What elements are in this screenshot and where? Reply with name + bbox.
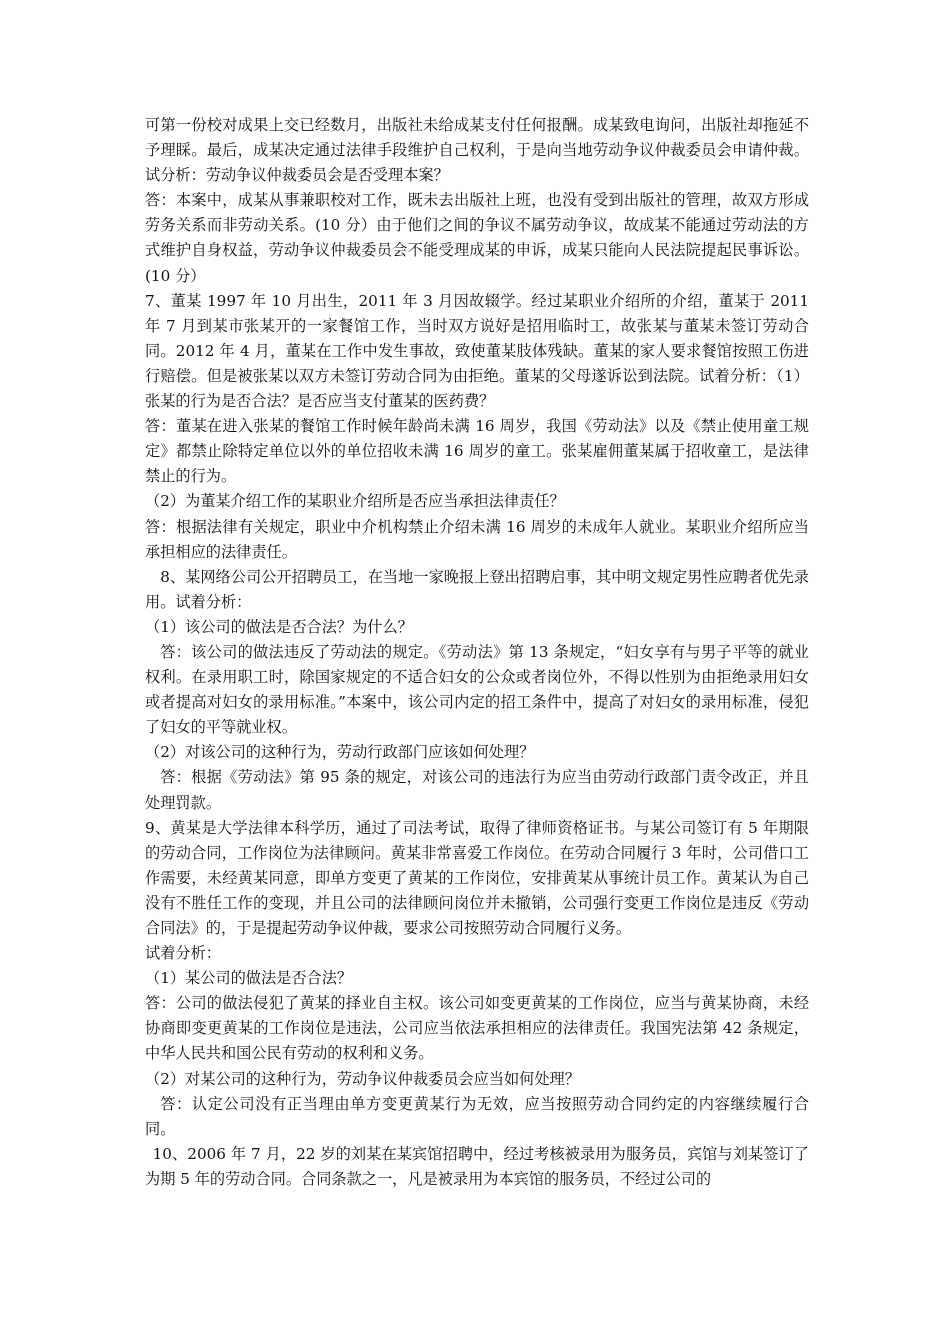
paragraph-case9-answer1: 答：公司的做法侵犯了黄某的择业自主权。该公司如变更黄某的工作岗位，应当与黄某协商，未经协商即变更黄某的工作岗位是违法，公司应当依法承担相应的法律责任。我国宪法第 42 条规定，中华人民共和国公民有劳动的权利和义务。: [145, 994, 809, 1063]
paragraph-case9-question2: （2）对某公司的这种行为，劳动争议仲裁委员会应当如何处理？: [145, 1069, 580, 1088]
paragraph-case9-question1: （1）某公司的做法是否合法？: [145, 969, 353, 988]
paragraph-case7-answer2: 答：根据法律有关规定，职业中介机构禁止介绍未满 16 周岁的未成年人就业。某职业介绍所应当承担相应的法律责任。: [145, 517, 809, 561]
paragraph-case7-question: 7、董某 1997 年 10 月出生，2011 年 3 月因故辍学。经过某职业介绍所的介绍，董某于 2011 年 7 月到某市张某开的一家餐馆工作，当时双方说好是招用临时工，故张某与董某未签订劳动合同。2012 年 4 月，董某在工作中发生事故，致使董某肢体残缺。董某的家人要求餐馆按照工伤进行赔偿。但是被张某以双方未签订劳动合同为由拒绝。董某的父母遂诉讼到法院。试着分析：（1）张某的行为是否合法？是否应当支付董某的医药费？: [145, 291, 809, 411]
paragraph-case8-question2: （2）对该公司的这种行为，劳动行政部门应该如何处理？: [145, 743, 535, 762]
paragraph-case8-question1: （1）该公司的做法是否合法？为什么？: [145, 617, 413, 636]
paragraph-case9-analysis-label: 试着分析：: [145, 944, 221, 963]
paragraph-case7-question2: （2）为董某介绍工作的某职业介绍所是否应当承担法律责任？: [145, 492, 565, 511]
paragraph-case8-question: 8、某网络公司公开招聘员工，在当地一家晚报上登出招聘启事，其中明文规定男性应聘者优先录用。试着分析：: [145, 567, 809, 611]
paragraph-case9-answer2: 答：认定公司没有正当理由单方变更黄某行为无效，应当按照劳动合同约定的内容继续履行合同。: [145, 1094, 809, 1138]
paragraph-case6-continuation: 可第一份校对成果上交已经数月，出版社未给成某支付任何报酬。成某致电询问，出版社却拖延不予理睬。最后，成某决定通过法律手段维护自己权利，于是向当地劳动争议仲裁委员会申请仲裁。试分析：劳动争议仲裁委员会是否受理本案？: [145, 116, 809, 185]
paragraph-case6-answer: 答：本案中，成某从事兼职校对工作，既未去出版社上班，也没有受到出版社的管理，故双方形成劳务关系而非劳动关系。(10 分）由于他们之间的争议不属劳动争议，故成某不能通过劳动法的方式维护自身权益，劳动争议仲裁委员会不能受理成某的申诉，成某只能向人民法院提起民事诉讼。(10 分）: [145, 191, 809, 285]
paragraph-case10-question: 10、2006 年 7 月，22 岁的刘某在某宾馆招聘中，经过考核被录用为服务员，宾馆与刘某签订了为期 5 年的劳动合同。合同条款之一，凡是被录用为本宾馆的服务员，不经过公司的: [145, 1144, 809, 1188]
document-page: [145, 113, 809, 1192]
paragraph-case8-answer1: 答：该公司的做法违反了劳动法的规定。《劳动法》第 13 条规定，“妇女享有与男子平等的就业权利。在录用职工时，除国家规定的不适合妇女的公众或者岗位外，不得以性别为由拒绝录用妇女或者提高对妇女的录用标准。”本案中，该公司内定的招工条件中，提高了对妇女的录用标准，侵犯了妇女的平等就业权。: [145, 642, 809, 737]
paragraph-case9-question: 9、黄某是大学法律本科学历，通过了司法考试，取得了律师资格证书。与某公司签订有 5 年期限的劳动合同，工作岗位为法律顾问。黄某非常喜爱工作岗位。在劳动合同履行 3 年时，公司借口工作需要，未经黄某同意，即单方变更了黄某的工作岗位，安排黄某从事统计员工作。黄某认为自己没有不胜任工作的变现，并且公司的法律顾问岗位并未撤销，公司强行变更工作岗位是违反《劳动合同法》的，于是提起劳动争议仲裁，要求公司按照劳动合同履行义务。: [145, 818, 809, 937]
paragraph-case8-answer2: 答：根据《劳动法》第 95 条的规定，对该公司的违法行为应当由劳动行政部门责令改正，并且处理罚款。: [145, 768, 809, 812]
paragraph-case7-answer1: 答：董某在进入张某的餐馆工作时候年龄尚未满 16 周岁，我国《劳动法》以及《禁止使用童工规定》都禁止除特定单位以外的单位招收未满 16 周岁的童工。张某雇佣董某属于招收童工，是法律禁止的行为。: [145, 417, 809, 486]
